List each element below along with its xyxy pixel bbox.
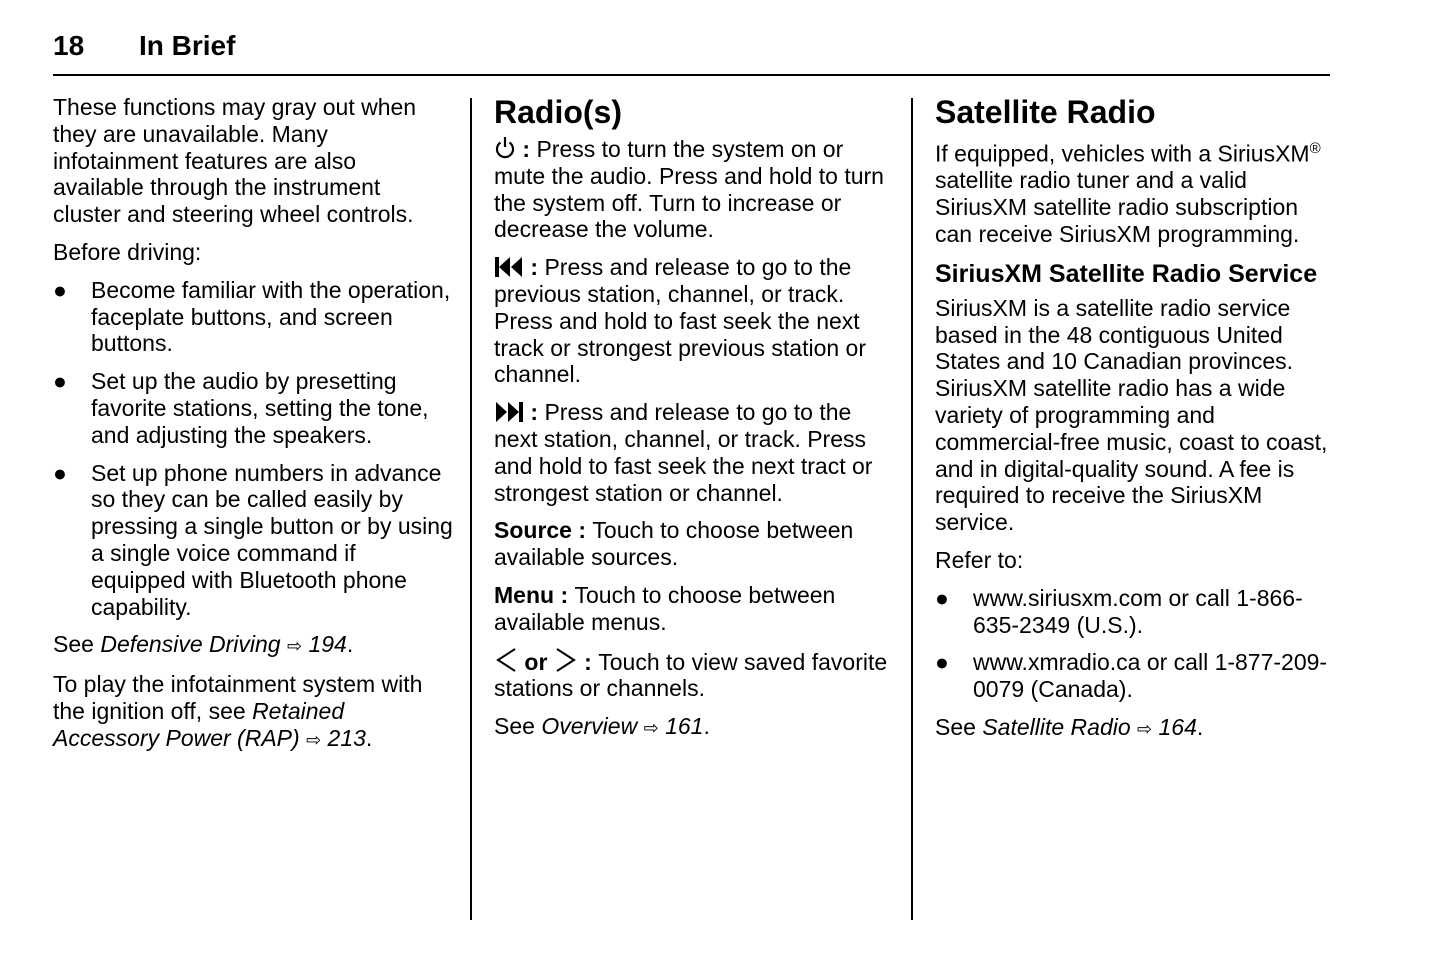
ignition-off-paragraph: To play the infotainment system with the ignition off, see Retained Accessory Power (RAP) ⇨ 213.	[53, 671, 423, 751]
seek-forward-icon	[494, 401, 524, 423]
page-ref-number[interactable]: 164	[1158, 714, 1197, 740]
reference-link[interactable]: Overview	[541, 713, 638, 740]
before-driving-label: Before driving:	[53, 238, 202, 265]
page-number: 18	[53, 30, 85, 61]
page-ref-number[interactable]: 194	[308, 631, 347, 658]
page-header	[53, 30, 1330, 76]
reference-link[interactable]: Retained Accessory Power (RAP)	[53, 697, 345, 751]
page-arrow-icon: ⇨	[643, 718, 659, 739]
list-item: ● Set up the audio by presetting favorite stations, setting the tone, and adjusting the speakers.	[53, 368, 429, 448]
column-divider	[911, 98, 913, 920]
see-reference: See Overview ⇨ 161.	[494, 713, 710, 740]
intro-paragraph: These functions may gray out when they are unavailable. Many infotainment features are also available through the instrument cluster and steering wheel controls.	[53, 94, 417, 228]
arrows-description: or : Touch to view saved favorite stations or channels.	[494, 648, 888, 702]
siriusxm-description: SiriusXM is a satellite radio service based in the 48 contiguous United States and 10 Canadian provinces. SiriusXM satellite radio has a wide variety of programming and commercial-free music, coast to coast, and in digital-quality sound. A fee is required to receive the SiriusXM service.	[935, 294, 1328, 536]
radio-heading: Radio(s)	[494, 94, 622, 130]
seek-back-description: : Press and release to go to the previous station, channel, or track. Press and hold to fast seek the next track or strongest previous station or channel.	[494, 254, 866, 388]
reference-link[interactable]: Defensive Driving	[100, 631, 281, 658]
bullet-icon: ●	[53, 276, 67, 303]
satellite-intro: If equipped, vehicles with a SiriusXM® satellite radio tuner and a valid SiriusXM satellite radio subscription can receive SiriusXM programming.	[935, 140, 1321, 248]
see-reference: See Defensive Driving ⇨ 194.	[53, 631, 354, 658]
page-ref-number[interactable]: 213	[327, 724, 366, 751]
column-divider	[470, 98, 472, 920]
menu-description: Menu : Touch to choose between available menus.	[494, 581, 836, 635]
seek-forward-description: : Press and release to go to the next station, channel, or track. Press and hold to fast seek the next tract or strongest station or channel.	[494, 399, 873, 506]
power-icon	[494, 136, 516, 160]
column-1	[53, 94, 453, 765]
chevron-right-icon	[554, 647, 578, 673]
page-ref-number[interactable]: 161	[665, 713, 704, 740]
page-arrow-icon: ⇨	[1137, 719, 1153, 739]
column-3	[935, 94, 1335, 754]
bullet-icon: ●	[53, 368, 67, 395]
contact-list	[935, 585, 1335, 703]
column-2	[494, 94, 899, 753]
see-reference: See Satellite Radio ⇨ 164.	[935, 714, 1204, 740]
list-item: ● Set up phone numbers in advance so they can be called easily by pressing a single button or by using a single voice command if equipped with Bluetooth phone capability.	[53, 459, 453, 620]
before-driving-list	[53, 277, 453, 621]
registered-mark: ®	[1309, 140, 1321, 157]
list-item: ● Become familiar with the operation, faceplate buttons, and screen buttons.	[53, 276, 451, 357]
list-item: ● www.siriusxm.com or call 1-866-635-2349 (U.S.).	[935, 584, 1303, 638]
list-item: ● www.xmradio.ca or call 1-877-209-0079 (Canada).	[935, 649, 1328, 703]
page-arrow-icon: ⇨	[306, 729, 322, 750]
source-description: Source : Touch to choose between available sources.	[494, 517, 854, 571]
power-description: : Press to turn the system on or mute the audio. Press and hold to turn the system off. Turn to increase or decrease the volume.	[494, 136, 884, 243]
siriusxm-service-heading: SiriusXM Satellite Radio Service	[935, 259, 1318, 288]
satellite-radio-heading: Satellite Radio	[935, 94, 1156, 130]
section-title: In Brief	[139, 30, 236, 61]
bullet-icon: ●	[935, 649, 949, 676]
bullet-icon: ●	[53, 459, 67, 486]
reference-link[interactable]: Satellite Radio	[982, 714, 1131, 740]
seek-back-icon	[494, 256, 524, 278]
bullet-icon: ●	[935, 584, 949, 611]
chevron-left-icon	[494, 647, 518, 673]
refer-label: Refer to:	[935, 547, 1024, 574]
page-arrow-icon: ⇨	[286, 636, 303, 657]
